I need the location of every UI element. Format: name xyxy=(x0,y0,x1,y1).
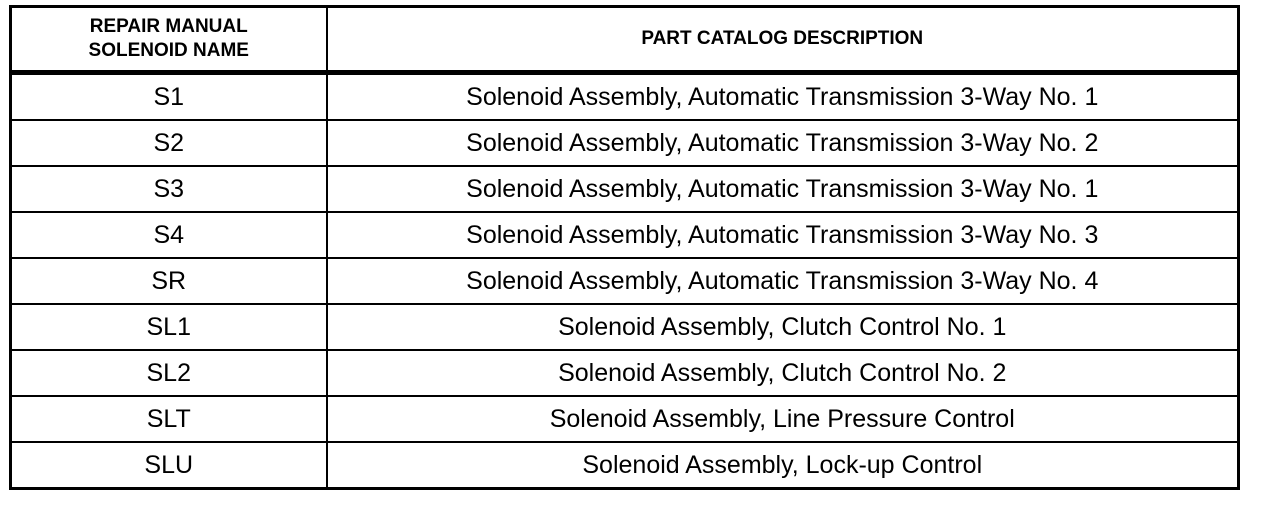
part-description-cell: Solenoid Assembly, Clutch Control No. 1 xyxy=(327,304,1239,350)
header-solenoid-name xyxy=(11,7,327,73)
part-description-cell: Solenoid Assembly, Automatic Transmission 3-Way No. 2 xyxy=(327,120,1239,166)
solenoid-name-cell: S2 xyxy=(11,120,327,166)
solenoid-name-cell: SLT xyxy=(11,396,327,442)
header-solenoid-name-line2: SOLENOID NAME xyxy=(88,40,249,61)
table-row xyxy=(11,304,1239,350)
solenoid-name-cell: S3 xyxy=(11,166,327,212)
part-description-cell: Solenoid Assembly, Automatic Transmission 3-Way No. 1 xyxy=(327,73,1239,121)
table-row xyxy=(11,73,1239,121)
solenoid-name-cell: SR xyxy=(11,258,327,304)
header-row xyxy=(11,7,1239,73)
part-description-cell: Solenoid Assembly, Line Pressure Control xyxy=(327,396,1239,442)
table-row xyxy=(11,396,1239,442)
part-description-cell: Solenoid Assembly, Lock-up Control xyxy=(327,442,1239,489)
table-row xyxy=(11,258,1239,304)
solenoid-name-cell: SLU xyxy=(11,442,327,489)
solenoid-name-cell: S1 xyxy=(11,73,327,121)
solenoid-name-cell: SL2 xyxy=(11,350,327,396)
header-part-description: PART CATALOG DESCRIPTION xyxy=(327,7,1239,73)
table-header xyxy=(11,7,1239,73)
part-description-cell: Solenoid Assembly, Automatic Transmission 3-Way No. 4 xyxy=(327,258,1239,304)
part-description-cell: Solenoid Assembly, Automatic Transmission 3-Way No. 1 xyxy=(327,166,1239,212)
solenoid-table xyxy=(9,5,1240,490)
header-solenoid-name-line1: REPAIR MANUAL xyxy=(89,16,248,37)
solenoid-name-cell: SL1 xyxy=(11,304,327,350)
table-body xyxy=(11,73,1239,489)
table-row xyxy=(11,212,1239,258)
part-description-cell: Solenoid Assembly, Clutch Control No. 2 xyxy=(327,350,1239,396)
table-row xyxy=(11,442,1239,489)
table-row xyxy=(11,350,1239,396)
table-row xyxy=(11,120,1239,166)
solenoid-table-container xyxy=(9,5,1237,490)
table-row xyxy=(11,166,1239,212)
solenoid-name-cell: S4 xyxy=(11,212,327,258)
part-description-cell: Solenoid Assembly, Automatic Transmission 3-Way No. 3 xyxy=(327,212,1239,258)
